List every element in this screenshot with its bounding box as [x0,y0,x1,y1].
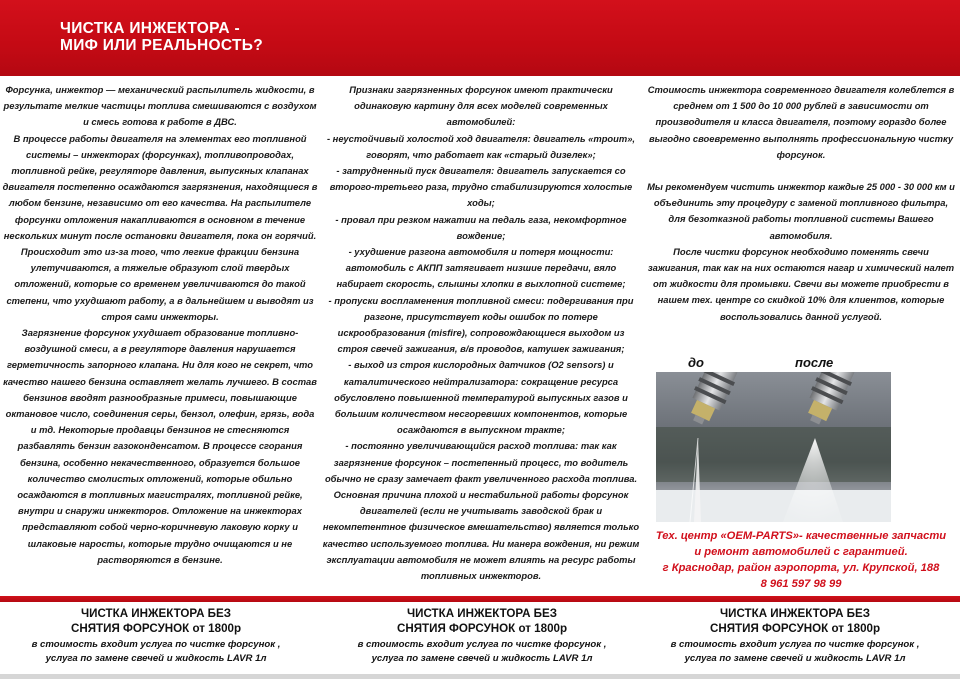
footer-divider [0,596,960,602]
text-column-2 [322,82,640,584]
text-column-1 [2,82,318,568]
promo-title-price: СНЯТИЯ ФОРСУНОК от 1800р [709,622,881,635]
header-banner [0,0,960,76]
contact-line: Тех. центр «OEM-PARTS»- качественные запчасти [655,530,947,542]
page-title-line2: МИФ ИЛИ РЕАЛЬНОСТЬ? [60,37,263,54]
paragraph: В процессе работы двигателя на элементах его топливной системы – инжекторах (форсунках), топливопроводах, топливной рейке, регуляторе давления, выпускных клапанах двигателя постепенно осаждаются загрязнения, находящиеся в любом бензине, независимо от его качества. На распылителе форсунки отложения накапливаются в основном в течение нескольких минут после остановки двигателя, пока он горячий. Происходит это из-за того, что легкие фракции бензина улетучиваются, а тяжелые образуют слой твердых отложений, которые со временем увеличиваются до такой степени, что ухудшают работу, а в дальнейшем и выводят из строя сами инжекторы. [2,132,318,322]
promo-subtitle: в стоимость входит услуга по чистке форсунок , [31,639,281,650]
contact-address: г Краснодар, район аэропорта, ул. Крупской, 188 [662,562,940,574]
promo-subtitle: услуга по замене свечей и жидкость LAVR 1л [45,653,267,664]
promo-title: ЧИСТКА ИНЖЕКТОРА БЕЗ [406,607,558,620]
promo-subtitle: услуга по замене свечей и жидкость LAVR 1л [684,653,906,664]
list-item: - ухудшение разгона автомобиля и потеря мощности: автомобиль с АКПП затягивает низшие передачи, вяло набирает скорость, слышны хлопки в выхлопной системе; [336,246,626,290]
before-label: до [688,355,704,370]
promo-title: ЧИСТКА ИНЖЕКТОРА БЕЗ [719,607,871,620]
promo-subtitle: в стоимость входит услуга по чистке форсунок , [357,639,607,650]
promo-subtitle: услуга по замене свечей и жидкость LAVR 1л [371,653,593,664]
promo-block-1 [6,606,306,666]
list-item: - выход из строя кислородных датчиков (O2 sensors) и каталитического нейтрализатора: сокращение ресурса обусловлено повышенной температурой выпускных газов и большим количеством несгоревших компонентов, которые осаждаются в выпускном тракте; [334,359,628,436]
paragraph: Признаки загрязненных форсунок имеют практически одинаковую картину для всех моделей современных автомобилей: [349,84,613,128]
list-item: - провал при резком нажатии на педаль газа, некомфортное вождение; [335,213,627,241]
page-title [60,20,263,54]
promo-block-3 [645,606,945,666]
promo-title: ЧИСТКА ИНЖЕКТОРА БЕЗ [80,607,232,620]
list-item: - неустойчивый холостой ход двигателя: двигатель «троит», говорят, что работает как «старый дизелек»; [326,132,636,160]
paragraph: Загрязнение форсунок ухудшает образование топливно-воздушной смеси, а в регуляторе давления нарушается герметичность запорного клапана. Ни для кого не секрет, что качество нашего бензина оставляет желать лучшего. В состав бензинов вводят разнообразные примеси, повышающие октановое число, соединения серы, бензол, олефин, грязь, вода и тд. Некоторые продавцы бензинов не стесняются разбавлять бензин газоконденсатом. В процессе сгорания бензина, особенно некачественного, образуется большое количество смолистых отложений, которые обильно осаждаются в топливных магистралях, топливной рейке, внутри и снаружи инжекторов. Отложение на инжекторах представляют собой черно-коричневую лаковую корку и шлаковые наросты, которые трудно очищаются и не растворяются в бензине. [3,327,317,565]
contact-phone: 8 961 597 98 99 [760,578,842,590]
paragraph: После чистки форсунок необходимо поменять свечи зажигания, так как на них остаются нагар и химический налет от жидкости для промывки. Свечи вы можете приобрести в нашем тех. центре со скидкой 10% для клиентов, которые воспользовались данной услугой. [647,245,955,322]
page-title-line1: ЧИСТКА ИНЖЕКТОРА - [60,20,240,37]
list-item: - пропуски воспламенения топливной смеси: подергивания при разгоне, присутствует коды ошибок по потере искрообразования (misfire), сопровождающиеся выходом из строя свечей зажигания, в/в проводов, катушек зажигания; [328,294,634,355]
promo-block-2 [332,606,632,666]
paragraph: Мы рекомендуем чистить инжектор каждые 25 000 - 30 000 км и объединить эту процедуру с заменой топливного фильтра, для безотказной работы топливной системы Вашего автомобиля. [647,181,955,241]
list-item: - постоянно увеличивающийся расход топлива: так как загрязнение форсунок – постепенный процесс, то водитель обычно не сразу замечает факт увеличенного расхода топлива. Основная причина плохой и нестабильной работы форсунок двигателей (если не учитывать заводской брак и некомпетентное физическое вмешательство) является только качество используемого топлива. Ни манера вождения, ни режим эксплуатации автомобиля не может влиять на ресурс работы топливных инжекторов. [322,440,640,582]
service-contact [646,528,956,592]
footer-bottom-strip [0,674,960,679]
promo-title-price: СНЯТИЯ ФОРСУНОК от 1800р [70,622,242,635]
contact-line: и ремонт автомобилей с гарантией. [694,546,908,558]
promo-subtitle: в стоимость входит услуга по чистке форсунок , [670,639,920,650]
injector-after-photo [773,372,891,522]
injector-before-photo [656,372,774,522]
promo-title-price: СНЯТИЯ ФОРСУНОК от 1800р [396,622,568,635]
after-label: после [795,355,834,370]
text-column-3 [646,82,956,325]
paragraph: Стоимость инжектора современного двигателя колеблется в среднем от 1 500 до 10 000 рублей в зависимости от производителя и класса двигателя, поэтому гораздо более выгодно своевременно выполнять профессиональную чистку форсунок. [647,84,955,160]
paragraph: Форсунка, инжектор — механический распылитель жидкости, в результате мелкие частицы топлива смешиваются с воздухом и смесь готова к работе в ДВС. [3,84,317,128]
list-item: - затрудненный пуск двигателя: двигатель запускается со второго-третьего раза, трудно стабилизируются холостые ходы; [329,165,633,209]
